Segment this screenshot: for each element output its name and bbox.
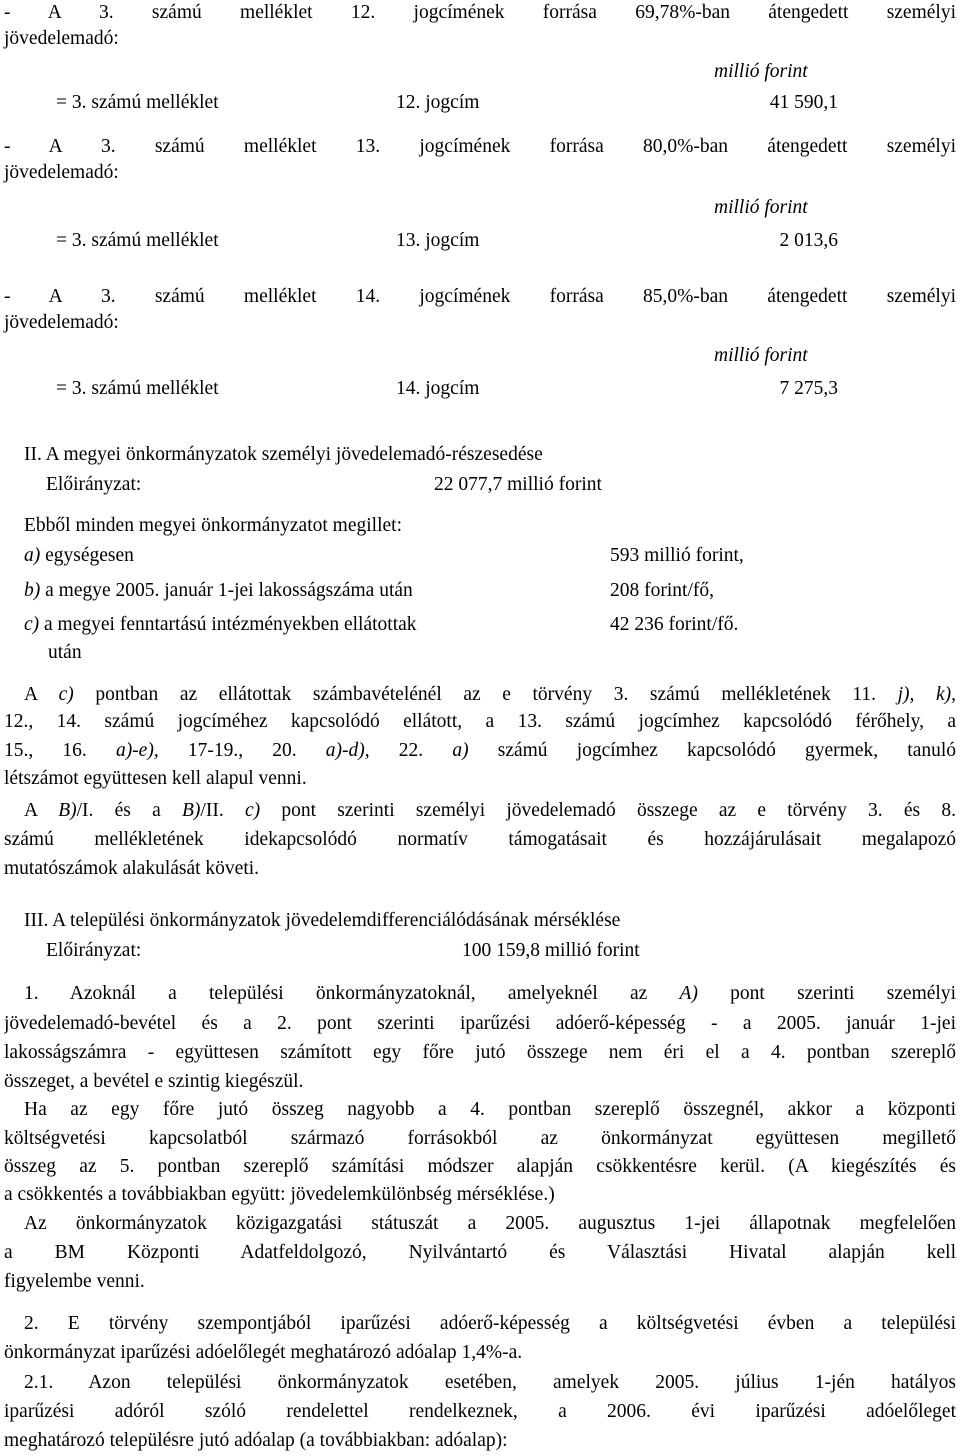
item-13-row-value: 2 013,6: [779, 230, 838, 251]
section-3-heading: III. A települési önkormányzatok jövedelemdifferenciálódásának mérséklése: [24, 910, 621, 931]
section-2-item-c: [24, 612, 417, 638]
section-3-para-1-line-4: összeget, a bevétel e szintig kiegészül.: [4, 1071, 304, 1092]
item-b-text: a megye 2005. január 1-jei lakosságszáma után: [45, 580, 413, 601]
item-13-row-label: = 3. számú melléklet: [56, 230, 219, 251]
section-2-para-2-line-3: mutatószámok alakulását követi.: [4, 858, 260, 879]
section-3-point-2-line-2: önkormányzat iparűzési adóelőlegét meghatározó adóalap 1,4%-a.: [4, 1342, 523, 1363]
item-a-text: egységesen: [45, 545, 134, 566]
item-12-intro-line-2: jövedelemadó:: [4, 28, 119, 49]
section-3-para-1-line-3: lakosságszámra - együttesen számított egy főre jutó összege nem éri el a 4. pontban szereplő: [4, 1042, 956, 1063]
item-12-row-value: 41 590,1: [769, 92, 838, 113]
item-c-text: a megyei fenntartású intézményekben ellátottak: [44, 614, 417, 635]
section-3-point-2-1-line-1: 2.1. Azon települési önkormányzatok esetében, amelyek 2005. július 1-jén hatályos: [24, 1372, 956, 1393]
section-2-heading: II. A megyei önkormányzatok személyi jövedelemadó-részesedése: [24, 444, 543, 465]
item-14-row-label: = 3. számú melléklet: [56, 378, 219, 399]
section-2-para-2-line-1: A B)/I. és a B)/II. c) pont szerinti személyi jövedelemadó összege az e törvény 3. és 8.: [24, 800, 956, 821]
section-2-para-1-line-4: létszámot együttesen kell alapul venni.: [4, 768, 307, 789]
section-2-item-a: [24, 543, 134, 569]
section-3-point-2-1-line-2: iparűzési adóról szóló rendelettel rendelkeznek, a 2006. évi iparűzési adóelőleget: [4, 1401, 956, 1422]
section-2-appropriation-label: Előirányzat:: [46, 474, 142, 495]
section-2-para-1-line-1: A c) pontban az ellátottak számbavételénél az e törvény 3. számú mellékletének 11. j), k),: [24, 684, 956, 705]
section-3-appropriation-label: Előirányzat:: [46, 940, 142, 961]
item-12-row-label: = 3. számú melléklet: [56, 92, 219, 113]
section-3-point-2-1-line-3: meghatározó településre jutó adóalap (a továbbiakban: adóalap):: [4, 1430, 508, 1451]
item-14-intro-line-2: jövedelemadó:: [4, 312, 119, 333]
section-3-para-3-line-3: figyelembe venni.: [4, 1271, 145, 1292]
section-2-para-1-line-2: 12., 14. számú jogcíméhez kapcsolódó ellátott, a 13. számú jogcímhez kapcsolódó férőhely, a: [4, 711, 956, 732]
section-3-para-2-line-2: költségvetési kapcsolatból származó forrásokból az önkormányzat együttesen megillető: [4, 1128, 956, 1149]
item-13-intro-line-2: jövedelemadó:: [4, 162, 119, 183]
section-2-para-2-line-2: számú mellékletének idekapcsolódó normatív támogatásait és hozzájárulásait megalapozó: [4, 829, 956, 850]
item-12-unit: millió forint: [714, 61, 808, 82]
item-c-text-continued: után: [48, 642, 82, 663]
item-c-value: 42 236 forint/fő.: [610, 614, 739, 635]
item-14-row-jogcim: 14. jogcím: [396, 378, 480, 399]
section-2-para-1-line-3: 15., 16. a)-e), 17-19., 20. a)-d), 22. a) számú jogcímhez kapcsolódó gyermek, tanuló: [4, 740, 956, 761]
section-3-para-2-line-3: összeg az 5. pontban szereplő számítási módszer alapján csökkentésre kerül. (A kiegészítés és: [4, 1156, 956, 1177]
item-b-value: 208 forint/fő,: [610, 580, 714, 601]
section-3-point-2-line-1: 2. E törvény szempontjából iparűzési adóerő-képesség a költségvetési évben a települési: [24, 1313, 956, 1334]
item-a-marker: a): [24, 545, 41, 566]
section-3-para-3-line-2: a BM Központi Adatfeldolgozó, Nyilvántartó és Választási Hivatal alapján kell: [4, 1242, 956, 1263]
item-14-intro-line-1: - A 3. számú melléklet 14. jogcímének forrása 85,0%-ban átengedett személyi: [4, 286, 956, 307]
section-2-item-b: [24, 578, 413, 604]
section-3-para-1-line-2: jövedelemadó-bevétel és a 2. pont szerinti iparűzési adóerő-képesség - a 2005. január 1-jei: [4, 1013, 956, 1034]
item-b-marker: b): [24, 580, 41, 601]
item-12-intro-line-1: - A 3. számú melléklet 12. jogcímének forrása 69,78%-ban átengedett személyi: [4, 2, 956, 23]
section-3-para-2-line-1: Ha az egy főre jutó összeg nagyobb a 4. pontban szereplő összegnél, akkor a központi: [24, 1099, 956, 1120]
section-3-appropriation-value: 100 159,8 millió forint: [462, 940, 640, 961]
item-13-row-jogcim: 13. jogcím: [396, 230, 480, 251]
section-3-para-3-line-1: Az önkormányzatok közigazgatási státuszát a 2005. augusztus 1-jei állapotnak megfelelően: [24, 1213, 956, 1234]
item-13-unit: millió forint: [714, 197, 808, 218]
item-12-row-jogcim: 12. jogcím: [396, 92, 480, 113]
section-2-appropriation-value: 22 077,7 millió forint: [434, 474, 602, 495]
item-a-value: 593 millió forint,: [610, 545, 744, 566]
section-2-intro: Ebből minden megyei önkormányzatot megillet:: [24, 515, 402, 536]
item-14-row-value: 7 275,3: [779, 378, 838, 399]
item-c-marker: c): [24, 614, 40, 635]
section-3-para-1-line-1: 1. Azoknál a települési önkormányzatoknál, amelyeknél az A) pont szerinti személyi: [24, 983, 956, 1004]
item-14-unit: millió forint: [714, 345, 808, 366]
item-13-intro-line-1: - A 3. számú melléklet 13. jogcímének forrása 80,0%-ban átengedett személyi: [4, 136, 956, 157]
section-3-para-2-line-4: a csökkentés a továbbiakban együtt: jövedelemkülönbség mérséklése.): [4, 1184, 555, 1205]
